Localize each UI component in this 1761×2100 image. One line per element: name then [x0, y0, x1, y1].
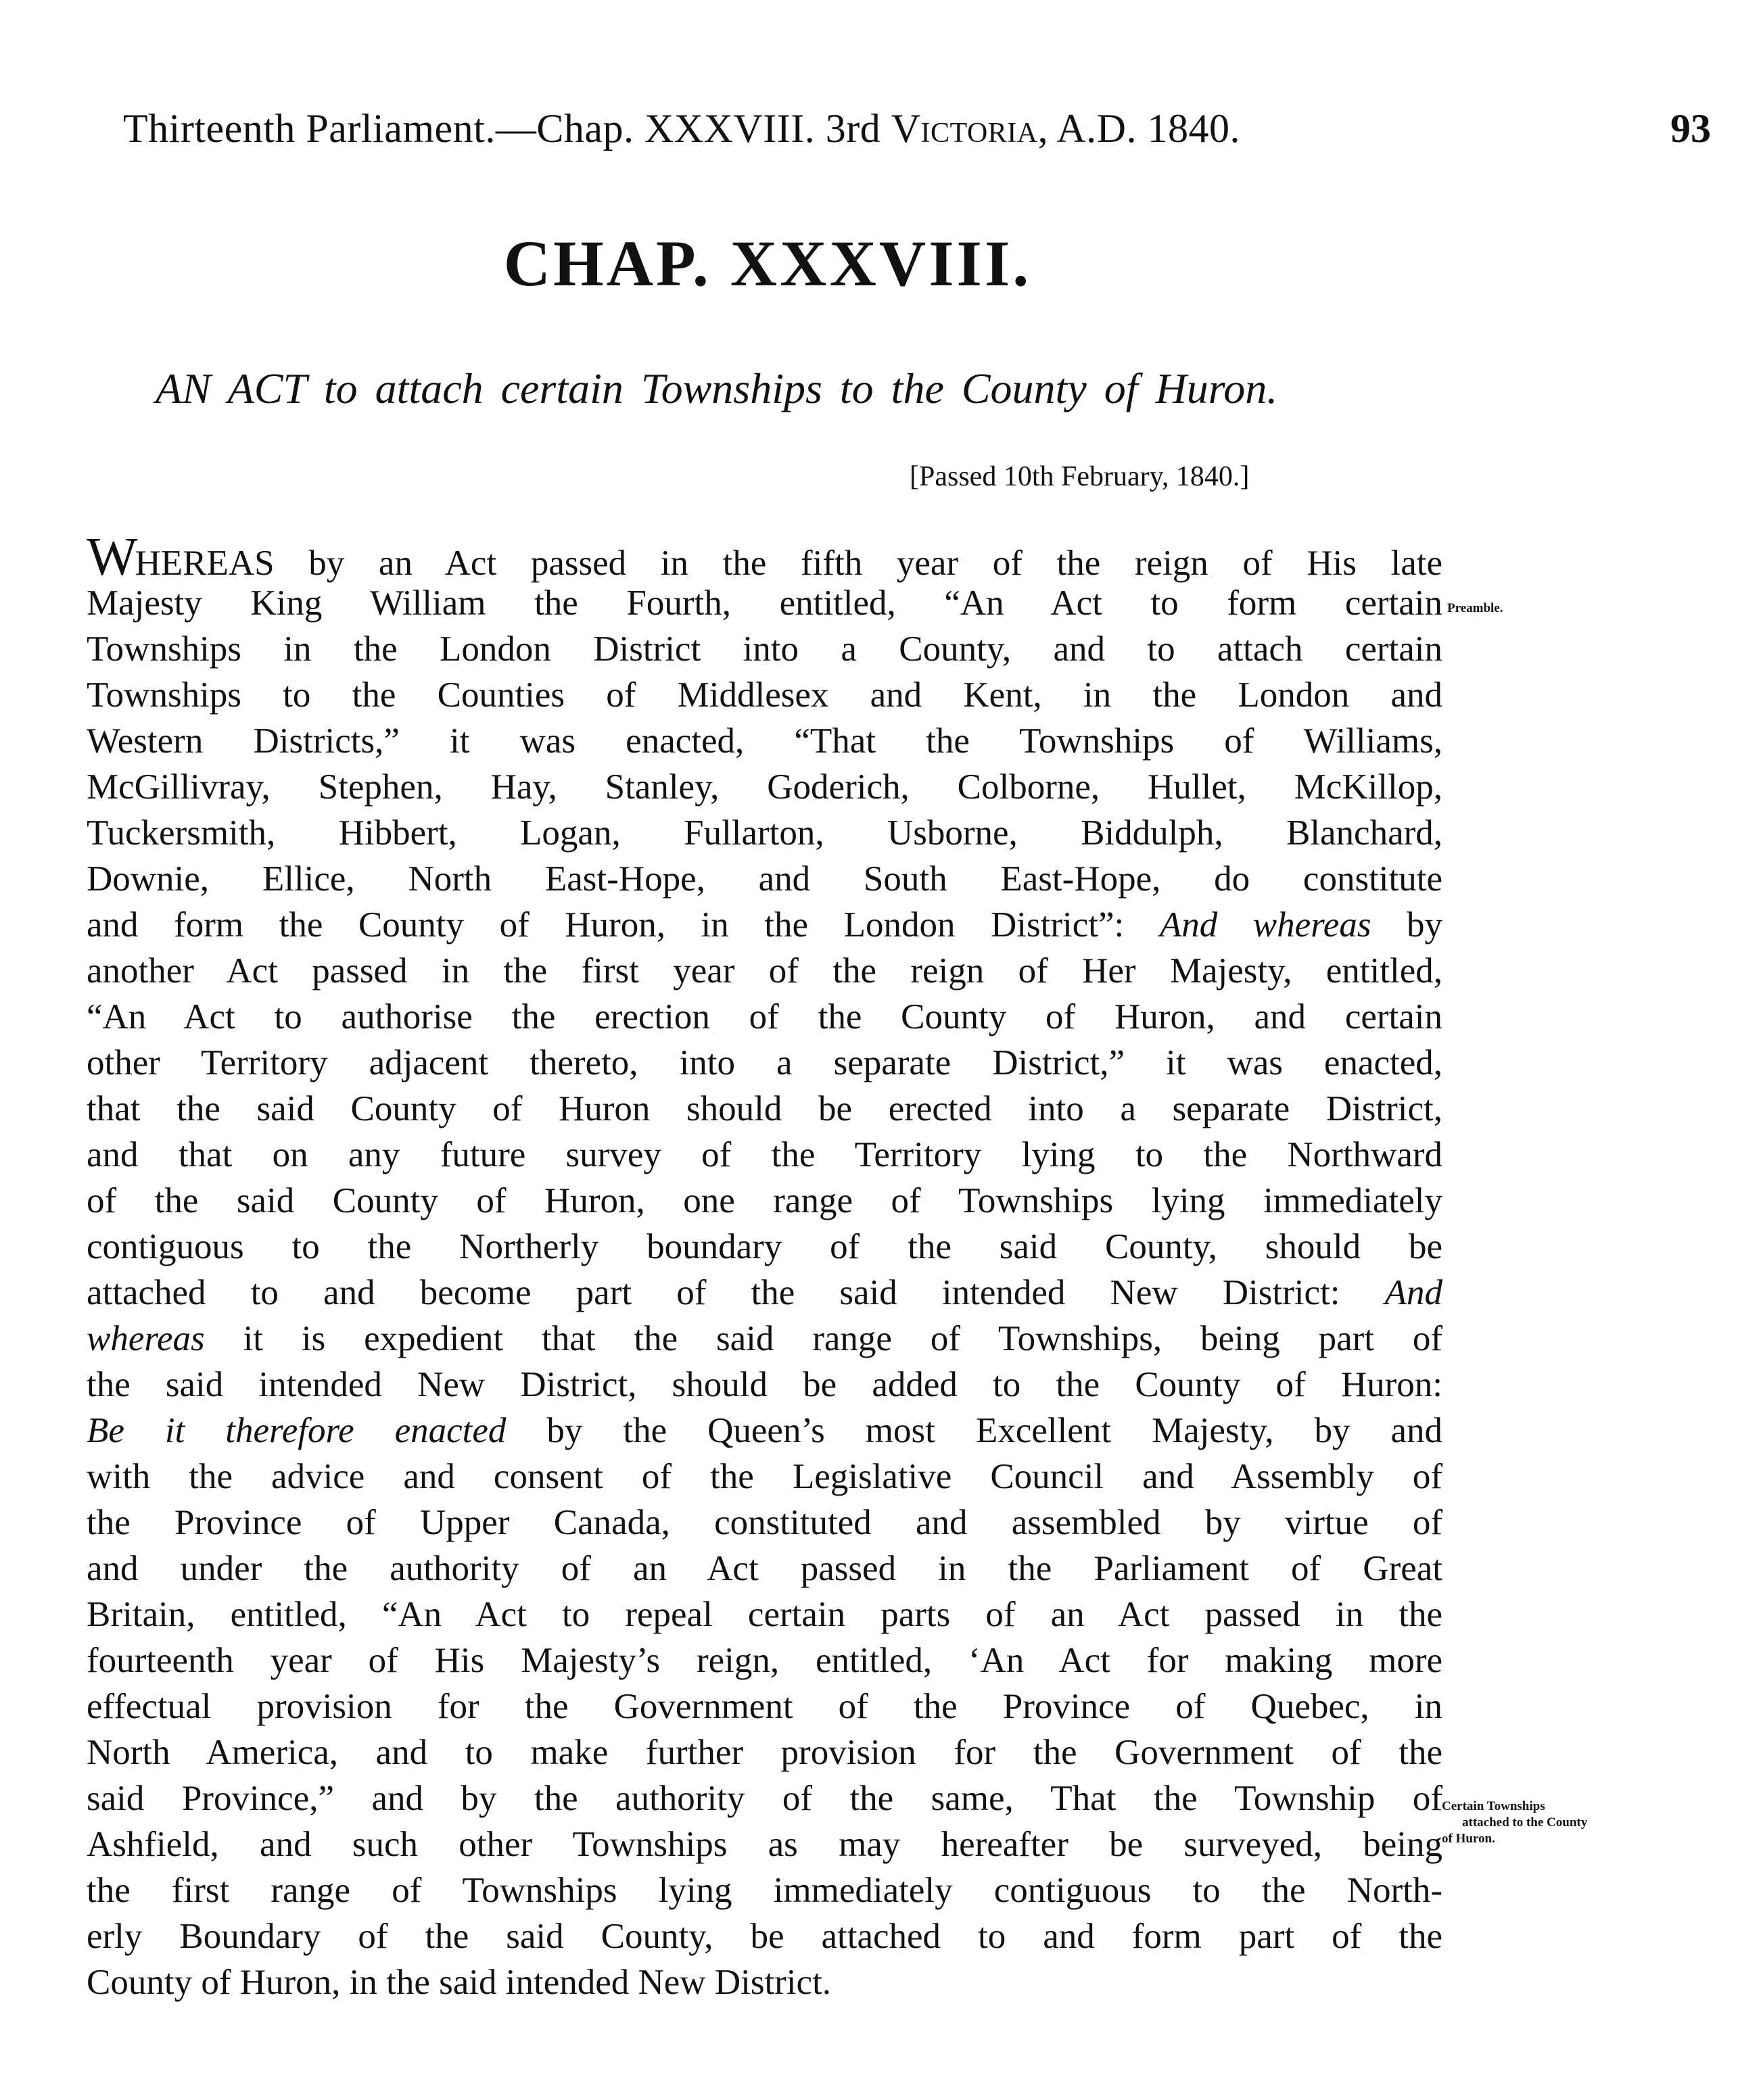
body-line: another Act passed in the first year of the reign of Her Majesty, entitled, — [87, 951, 1442, 991]
body-line: the said intended New District, should be added to the County of Huron: — [87, 1365, 1442, 1404]
body-line: the first range of Townships lying immediately contiguous to the North- — [87, 1871, 1442, 1910]
body-line: and form the County of Huron, in the London District”: And whereas by — [87, 905, 1443, 945]
body-line: other Territory adjacent thereto, into a separate District,” it was enacted, — [87, 1043, 1442, 1082]
running-head — [123, 101, 1240, 156]
body-line: whereas it is expedient that the said range of Townships, being part of — [87, 1319, 1443, 1358]
margin-note-preamble: Preamble. — [1447, 601, 1503, 615]
body-line: Downie, Ellice, North East-Hope, and South East-Hope, do constitute — [87, 859, 1442, 899]
body-line: with the advice and consent of the Legislative Council and Assembly of — [87, 1457, 1442, 1496]
passed-date: [Passed 10th February, 1840.] — [910, 461, 1250, 492]
body-line: County of Huron, in the said intended New District. — [87, 1963, 832, 2002]
running-head-victoria: Victoria, — [891, 106, 1049, 151]
body-line: Ashfield, and such other Townships as may hereafter be surveyed, being — [87, 1825, 1442, 1864]
body-line: contiguous to the Northerly boundary of the said County, should be — [87, 1227, 1442, 1266]
running-head-date: A.D. 1840. — [1056, 106, 1240, 151]
body-line: attached to and become part of the said intended New District: And — [87, 1273, 1442, 1312]
body-line: Tuckersmith, Hibbert, Logan, Fullarton, Usborne, Biddulph, Blanchard, — [87, 813, 1442, 853]
body-line: Townships to the Counties of Middlesex and Kent, in the London and — [87, 675, 1442, 715]
chapter-title: CHAP. XXXVIII. — [503, 227, 1032, 300]
body-line: Western Districts,” it was enacted, “That the Townships of Williams, — [87, 721, 1442, 761]
body-line: and under the authority of an Act passed in the Parliament of Great — [87, 1549, 1442, 1588]
body-line: “An Act to authorise the erection of the County of Huron, and certain — [87, 997, 1442, 1036]
body-line: fourteenth year of His Majesty’s reign, entitled, ‘An Act for making more — [87, 1641, 1442, 1680]
body-line: said Province,” and by the authority of the same, That the Township of — [87, 1779, 1442, 1818]
body-line: that the said County of Huron should be erected into a separate District, — [87, 1089, 1442, 1128]
body-line: Be it therefore enacted by the Queen’s most Excellent Majesty, by and — [87, 1411, 1442, 1450]
body-line: Townships in the London District into a County, and to attach certain — [87, 629, 1442, 669]
drop-cap: W — [87, 527, 135, 587]
body-line: WHEREAS by an Act passed in the fifth year of the reign of His late — [87, 527, 1442, 587]
body-line: Britain, entitled, “An Act to repeal certain parts of an Act passed in the — [87, 1595, 1442, 1634]
body-line: and that on any future survey of the Territory lying to the Northward — [87, 1135, 1442, 1174]
body-line: the Province of Upper Canada, constituted and assembled by virtue of — [87, 1503, 1442, 1542]
body-line: McGillivray, Stephen, Hay, Stanley, Goderich, Colborne, Hullet, McKillop, — [87, 767, 1442, 807]
body-line: effectual provision for the Government of the Province of Quebec, in — [87, 1687, 1442, 1726]
act-body — [87, 527, 1443, 2005]
page-number: 93 — [1670, 106, 1711, 151]
margin-note-townships: Certain Townships attached to the County of Huron. — [1442, 1799, 1588, 1846]
body-line: North America, and to make further provision for the Government of the — [87, 1733, 1442, 1772]
act-title: AN ACT to attach certain Townships to the County of Huron. — [156, 364, 1278, 412]
running-head-main: Thirteenth Parliament.—Chap. XXXVIII. 3rd — [123, 106, 881, 151]
body-line: of the said County of Huron, one range of Townships lying immediately — [87, 1181, 1442, 1220]
body-line: Majesty King William the Fourth, entitled, “An Act to form certain — [87, 583, 1442, 623]
body-line: erly Boundary of the said County, be attached to and form part of the — [87, 1917, 1442, 1956]
